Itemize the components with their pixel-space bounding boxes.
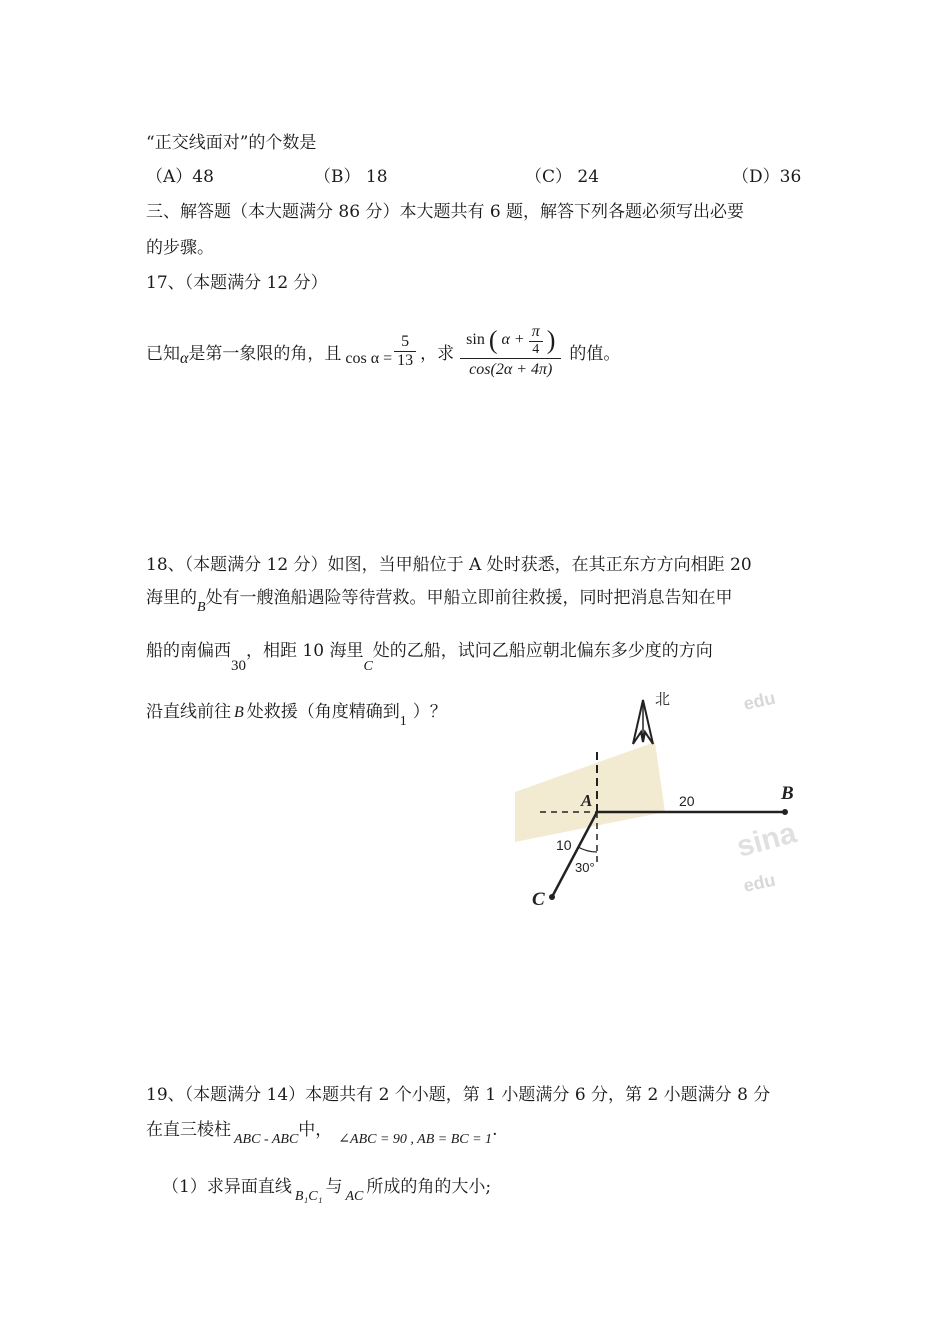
q18-deg-30: 30 (231, 658, 246, 674)
watermark-sina: sina (733, 816, 800, 864)
q17-num-5: 5 (394, 333, 416, 352)
q17-text-1: 已知 (146, 343, 180, 364)
section3-line2: 的步骤。 (146, 238, 214, 258)
q17-text-2: 是第一象限的角，且 (188, 343, 342, 364)
label-30-degrees: 30° (575, 860, 595, 875)
q17-pi-over-4 (529, 323, 543, 358)
q18-line3-a: 船的南偏西 (146, 641, 231, 661)
q17-den-13: 13 (397, 351, 414, 369)
q17-pi: π (529, 323, 543, 342)
q19-line2 (146, 1115, 498, 1147)
q19-line2-a: 在直三棱柱 (146, 1120, 231, 1140)
section3-line1: 三、解答题（本大题满分 86 分）本大题共有 6 题，解答下列各题必须写出必要 (146, 202, 745, 222)
q17-text-4: 的值。 (569, 343, 621, 364)
point-c-dot (549, 894, 555, 900)
q17-header: 17、（本题满分 12 分） (146, 273, 328, 293)
q19-part1-a: （1）求异面直线 (162, 1177, 292, 1197)
q17-statement (146, 316, 620, 386)
q18-point-b-2: B (234, 704, 244, 721)
q18-line3-c: 处的乙船，试问乙船应朝北偏东多少度的方向 (372, 641, 713, 661)
q18-line4 (146, 697, 447, 729)
q18-line2-a: 海里的 (146, 588, 197, 608)
q18-line4-c: ）？ (412, 702, 447, 722)
q17-paren-left: ( (488, 325, 498, 355)
q17-alpha-plus: α + (501, 331, 525, 349)
q18-point-b: B (197, 600, 206, 615)
q18-line4-b: 处救援（角度精确到 (246, 702, 400, 722)
q17-text-3: ，求 (420, 343, 455, 364)
q18-line1: 18、（本题满分 12 分）如图，当甲船位于 A 处时获悉，在其正东方方向相距 20 (146, 555, 752, 575)
q17-paren-right: ) (546, 325, 556, 355)
q19-line1: 19、（本题满分 14）本题共有 2 个小题，第 1 小题满分 6 分，第 2 小题满分 8 分 (146, 1085, 771, 1105)
q19-part1-b: 与 (325, 1177, 343, 1197)
q18-line3 (146, 636, 713, 674)
q17-expr-denominator: cos(2α + 4π) (469, 361, 553, 378)
q19-b1c1: B₁C₁ (294, 1189, 323, 1204)
q19-condition: ∠ABC = 90 , AB = BC = 1 (338, 1132, 493, 1147)
label-c: C (532, 889, 545, 910)
q16-option-a: （A）48 (146, 167, 214, 187)
q17-cos-lhs: cos α = (345, 350, 393, 367)
q18-line2 (146, 583, 733, 615)
q17-sin: sin (466, 331, 485, 349)
q19-part1-c: 所成的角的大小; (366, 1177, 492, 1197)
angle-arc (578, 847, 597, 852)
label-20: 20 (679, 793, 695, 809)
q17-four: 4 (532, 342, 540, 357)
point-b-dot (782, 809, 788, 815)
q18-one-degree: 1 (399, 714, 407, 729)
q18-point-c: C (363, 659, 373, 674)
q17-expression (460, 323, 561, 379)
watermark-edu-top: edu (741, 687, 778, 714)
q19-prism: ABC - ABC (234, 1132, 299, 1147)
q19-ac: AC (345, 1189, 364, 1204)
q19-line2-b: 中， (298, 1120, 333, 1140)
q16-tail-text: “正交线面对”的个数是 (146, 133, 317, 153)
q17-alpha: α (180, 350, 189, 367)
q17-fraction-5-13 (394, 333, 416, 370)
q19-line2-c: . (492, 1120, 498, 1140)
label-10: 10 (556, 837, 572, 853)
label-a: A (581, 791, 593, 810)
q16-option-b: （B） 18 (314, 167, 388, 187)
q19-part1 (162, 1172, 492, 1204)
q18-line2-b: 处有一艘渔船遇险等待营救。甲船立即前往救援，同时把消息告知在甲 (205, 588, 733, 608)
label-b: B (781, 783, 794, 804)
q18-line4-a: 沿直线前往 (146, 702, 231, 722)
q16-option-c: （C） 24 (525, 167, 600, 187)
north-label: 北 (655, 690, 671, 708)
q17-expr-numerator (460, 323, 561, 359)
q16-option-d: （D）36 (732, 167, 802, 187)
q18-figure (515, 682, 815, 912)
q18-line3-b: ，相距 10 海里 (246, 641, 364, 661)
watermark-edu-bottom: edu (741, 869, 778, 896)
